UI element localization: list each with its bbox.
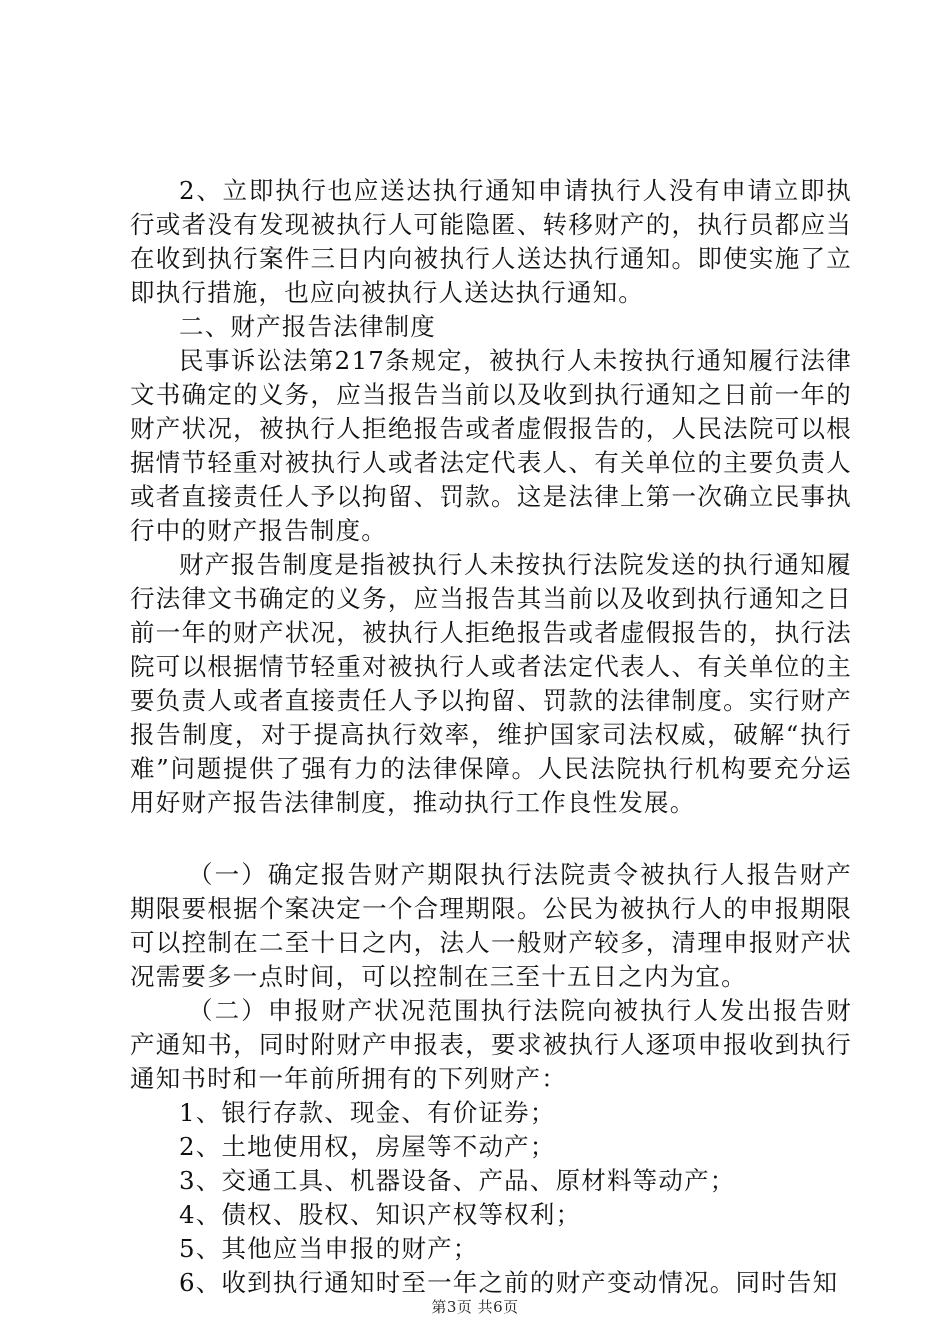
list-item-bank-deposits: 1、银行存款、现金、有价证券； xyxy=(179,1098,556,1127)
page-number-footer: 第3页 共6页 xyxy=(431,1298,519,1316)
paragraph-immediate-execution: 2、立即执行也应送达执行通知申请执行人没有申请立即执行或者没有发现被执行人可能隐匿、转移财产的，执行员都应当在收到执行案件三日内向被执行人送达执行通知。即使实施了立即执行措施，也应向被执行人送达执行通知。 xyxy=(130,176,852,307)
paragraph-gap xyxy=(130,820,852,858)
list-item-movable-property: 3、交通工具、机器设备、产品、原材料等动产； xyxy=(179,1166,736,1195)
paragraph-report-scope: （二）申报财产状况范围执行法院向被执行人发出报告财产通知书，同时附财产申报表，要求被执行人逐项申报收到执行通知书时和一年前所拥有的下列财产： xyxy=(130,996,852,1093)
paragraph-civil-procedure-law: 民事诉讼法第217条规定，被执行人未按执行通知履行法律文书确定的义务，应当报告当前以及收到执行通知之日前一年的财产状况，被执行人拒绝报告或者虚假报告的，人民法院可以根据情节轻重对被执行人或者法定代表人、有关单位的主要负责人或者直接责任人予以拘留、罚款。这是法律上第一次确立民事执行中的财产报告制度。 xyxy=(130,346,852,545)
section-heading-property-report: 二、财产报告法律制度 xyxy=(179,312,436,341)
document-body xyxy=(130,174,852,1300)
list-item-land-use-rights: 2、土地使用权，房屋等不动产； xyxy=(179,1132,556,1161)
list-item-property-changes: 6、收到执行通知时至一年之前的财产变动情况。同时告知 xyxy=(179,1268,839,1297)
paragraph-property-report-system: 财产报告制度是指被执行人未按执行法院发送的执行通知履行法律文书确定的义务，应当报告其当前以及收到执行通知之日前一年的财产状况，被执行人拒绝报告或者虚假报告的，执行法院可以根据情节轻重对被执行人或者法定代表人、有关单位的主要负责人或者直接责任人予以拘留、罚款的法律制度。实行财产报告制度，对于提高执行效率，维护国家司法权威，破解“执行难”问题提供了强有力的法律保障。人民法院执行机构要充分运用好财产报告法律制度，推动执行工作良性发展。 xyxy=(130,550,852,817)
list-item-creditor-rights: 4、债权、股权、知识产权等权利； xyxy=(179,1200,582,1229)
list-item-other-property: 5、其他应当申报的财产； xyxy=(179,1234,479,1263)
paragraph-report-deadline: （一）确定报告财产期限执行法院责令被执行人报告财产期限要根据个案决定一个合理期限。公民为被执行人的申报期限可以控制在二至十日之内，法人一般财产较多，清理申报财产状况需要多一点时间，可以控制在三至十五日之内为宜。 xyxy=(130,860,852,991)
